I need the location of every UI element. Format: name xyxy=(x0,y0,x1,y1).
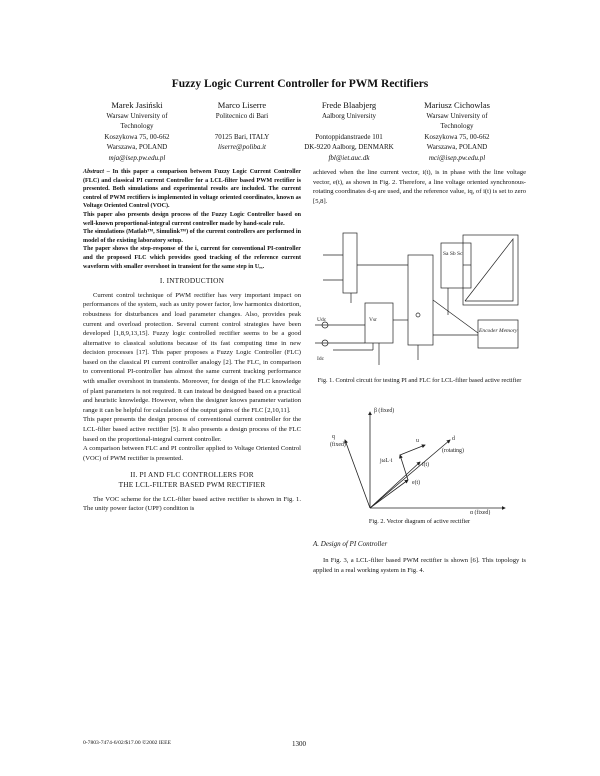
right-paragraph-1: achieved when the line current vector, i(t), is in phase with the line voltage vector, e(t), as shown in Fig. 2. Therefore, a line voltage oriented synchronous-rotating coordinates d-q are used, and the reference value, iq, of i(t) is set to zero [5,8]. xyxy=(313,169,526,205)
fig2-label-u: u xyxy=(416,438,419,444)
fig2-label-current: i(t) xyxy=(422,462,430,468)
figure-1-control-circuit xyxy=(313,225,526,375)
author-name: Marco Liserre xyxy=(217,100,267,110)
author-address: 70125 Bari, ITALY xyxy=(214,132,270,141)
footer-copyright: 0-7803-7474-6/02/$17.00 ©2002 IEEE xyxy=(83,740,171,746)
fig2-u-vector xyxy=(400,445,425,455)
fig1-label-vsr: Vsr xyxy=(369,317,377,323)
paper-title: Fuzzy Logic Current Controller for PWM Rectifiers xyxy=(171,78,429,90)
author-email[interactable]: mja@isep.pw.edu.pl xyxy=(108,153,166,162)
abstract-text-2: This paper also presents design process of the Fuzzy Logic Controller based on well-known proportional-integral current controller made by hand-scale rule. xyxy=(83,211,301,227)
abstract-text-3: The simulations (Matlab™, Simulink™) of the current controllers are performed in model of the existing laboratory setup. xyxy=(83,229,301,244)
fig2-voltage-vector xyxy=(370,480,408,508)
section-heading-2-line-2: THE LCL-FILTER BASED PWM RECTIFIER xyxy=(118,480,266,489)
author-address: Koszykowa 75, 00-662 xyxy=(424,132,490,141)
author-affiliation: Politecnico di Bari xyxy=(215,111,269,120)
author-email[interactable]: fbl@iet.auc.dk xyxy=(328,153,370,162)
author-city: Warszawa, POLAND xyxy=(106,143,168,151)
fig1-block-pwm xyxy=(441,243,471,288)
fig2-d-axis xyxy=(370,440,450,508)
author-city: DK-9220 Aalborg, DENMARK xyxy=(304,143,394,151)
author-city: Warszawa, POLAND xyxy=(426,143,488,151)
subsection-a-paragraph: In Fig. 3, a LCL-filter based PWM rectifier is shown [6]. This topology is applied in a real working system in Fig. 4. xyxy=(313,557,526,574)
figure-1-caption: Fig. 1. Control circuit for testing PI and FLC for LCL-filter based active rectifier xyxy=(317,377,522,384)
fig2-label-fixed: (fixed) xyxy=(330,442,346,448)
author-email[interactable]: liserre@poliba.it xyxy=(218,143,266,151)
abstract xyxy=(83,168,301,271)
author-name: Marek Jasiński xyxy=(111,100,163,110)
page-number: 1300 xyxy=(292,740,306,748)
figure-2-caption: Fig. 2. Vector diagram of active rectifier xyxy=(368,518,471,525)
abstract-text: – In this paper a comparison between Fuzzy Logic Current Controller (FLC) and classical PI current Controller for a LCL-filter based PWM rectifier is presented. Both simulations and experimental results are included. The current control of PWM rectifiers is implemented in voltage oriented coordinates, known as Voltage Oriented Control (VOC). xyxy=(83,169,301,210)
author-address: Pontoppidanstraede 101 xyxy=(315,132,383,141)
left-column xyxy=(83,168,301,514)
section-heading-introduction: I. INTRODUCTION xyxy=(159,276,225,286)
right-column-top-text xyxy=(313,168,526,206)
fig1-label-encoder: Encoder Memory xyxy=(479,328,518,334)
author-affiliation: Aalborg University xyxy=(321,111,377,120)
intro-paragraph-3: A comparison between FLC and PI controller applied to Voltage Oriented Control (VOC) of PWM rectifier is presented. xyxy=(83,445,301,462)
fig1-block-encoder xyxy=(478,320,518,348)
section-heading-2-line-1: II. PI AND FLC CONTROLLERS FOR xyxy=(130,470,254,480)
author-affiliation-2: Technology xyxy=(120,122,154,130)
fig2-label-q: q xyxy=(332,434,335,440)
author-block-4 xyxy=(392,100,522,163)
fig2-label-voltage: e(t) xyxy=(412,480,421,486)
author-address: Koszykowa 75, 00-662 xyxy=(104,132,170,141)
fig2-label-d: d xyxy=(452,436,455,442)
fig2-q-axis xyxy=(345,440,370,508)
fig2-label-alpha: α (fixed) xyxy=(470,510,491,515)
figure-2-vector-diagram xyxy=(330,400,510,515)
author-name: Mariusz Cichowlas xyxy=(424,100,490,110)
fig2-label-drop: jωL·i xyxy=(380,458,393,464)
subsection-a-text xyxy=(313,556,526,575)
abstract-text-4: The paper shows the step-response of the iₓ current for conventional PI-controller and the proposed FLC which provides good tracking of the reference current waveform with smaller overshoot in transient for the same step in Uₑₓ. xyxy=(83,246,301,270)
author-name: Frede Blaabjerg xyxy=(321,100,377,110)
intro-paragraph-1: Current control technique of PWM rectifier has very important impact on performances of the system, such as unity power factor, low harmonics distortion, robustness for disturbances and load parameter changes. Also, provides peak current and overload protection. Several current control strategies have been developed [1,8,9,13,15]. Fuzzy logic controlled rectifier seems to be a good alternative to classical solutions because of its fast computing time in new decision processes [17]. This paper proposes a Fuzzy Logic Controller (FLC) based on the classical PI current controller analogy [2]. The FLC, in comparison to conventional PI-controller has almost the same current tracking performance with smaller overshoot in transients. Moreover, for design of the FLC knowledge of plant parameters is not required. It can instead be designed based on a practical and heuristic knowledge. However, when the designer knows parameter variation range it can be helpful for calculation of the output gains of the FLC [2,10,11]. xyxy=(83,291,301,414)
fig1-block-mid xyxy=(408,255,433,345)
fig1-label-idc: Idc xyxy=(317,356,325,362)
intro-paragraph-2: This paper presents the design process of conventional current controller for the LCL-filter based active rectifier [5]. It also presents a design process of the FLC based on the proportional-integral current controller. xyxy=(83,416,301,443)
section-2-paragraph: The VOC scheme for the LCL-filter based active rectifier is shown in Fig. 1. The unity power factor (UPF) condition is xyxy=(83,495,301,513)
author-affiliation: Warsaw University of xyxy=(106,111,168,120)
fig1-block-left xyxy=(343,233,357,293)
fig2-label-beta: β (fixed) xyxy=(374,408,395,414)
fig1-block-vsr xyxy=(365,303,393,343)
fig1-label-udc: Udc xyxy=(317,317,327,323)
fig1-label-switching: Sa Sb Sc xyxy=(443,251,463,257)
abstract-label: Abstract xyxy=(83,169,104,175)
author-affiliation: Warsaw University of xyxy=(426,111,488,120)
author-email[interactable]: mci@isep.pw.edu.pl xyxy=(428,153,486,162)
author-affiliation-2: Technology xyxy=(440,122,474,130)
subsection-heading-a: A. Design of PI Controller xyxy=(313,540,388,548)
fig2-label-rotating: (rotating) xyxy=(442,448,464,454)
